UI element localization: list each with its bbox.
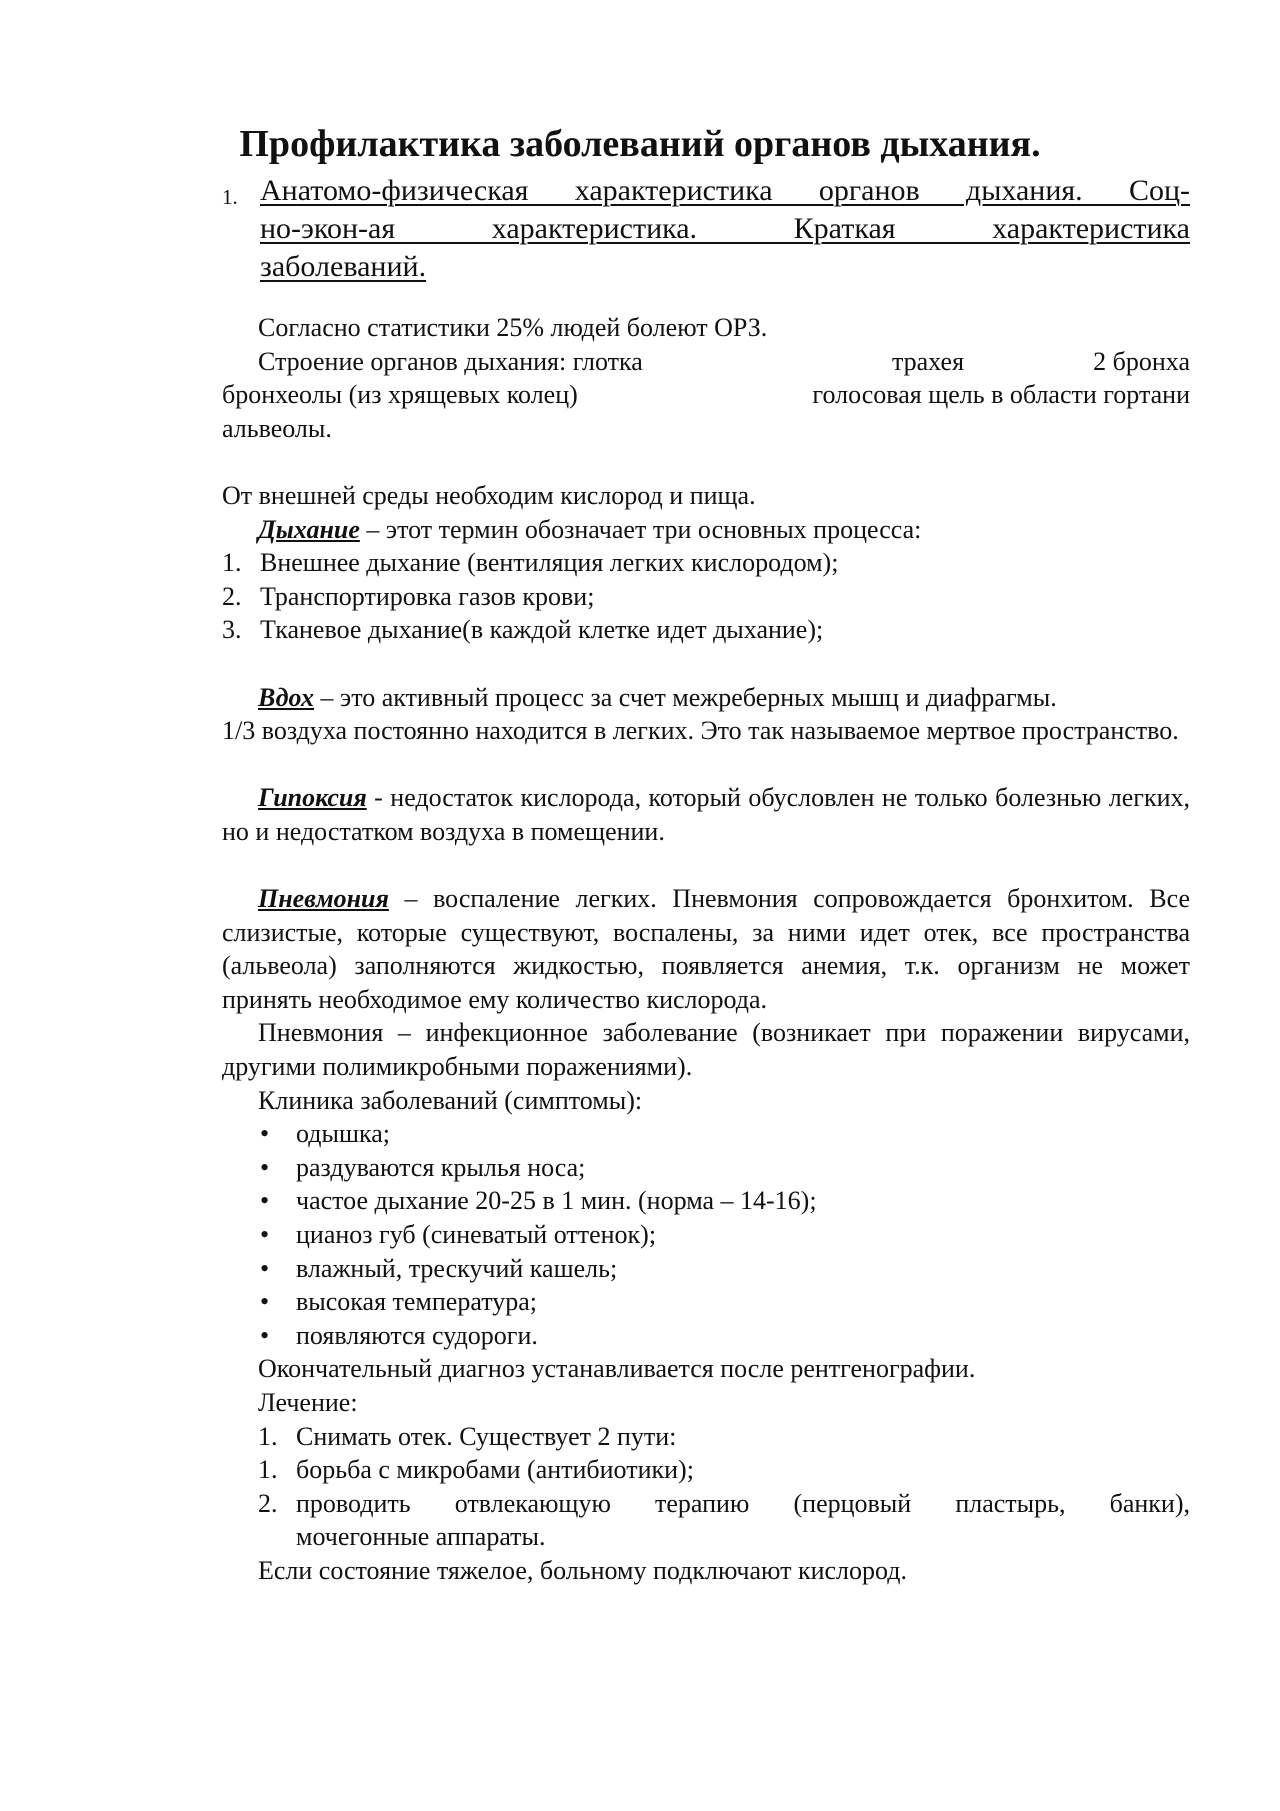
- structure-part: голосовая щель в области гортани: [812, 380, 1190, 410]
- hypoxia-definition: [222, 781, 1190, 848]
- list-item: [222, 1285, 1190, 1319]
- bullet-icon: •: [260, 1152, 270, 1182]
- inhale-definition: [222, 681, 1190, 715]
- list-number: 2.: [222, 581, 242, 611]
- breathing-definition-text: – этот термин обозначает три основных процесса:: [359, 514, 922, 544]
- list-item: [222, 1252, 1190, 1286]
- list-item: [222, 1151, 1190, 1185]
- structure-part: Строение органов дыхания: глотка: [258, 346, 643, 376]
- list-item-text: раздуваются крылья носа;: [296, 1152, 586, 1182]
- list-item: [222, 1487, 1190, 1554]
- page-title: Профилактика заболеваний органов дыхания.: [239, 123, 1041, 165]
- section-heading-line: но-экон-ая характеристика. Краткая характеристика: [260, 212, 1190, 245]
- bullet-icon: •: [260, 1220, 270, 1250]
- list-number: 1.: [258, 1455, 278, 1485]
- bullet-icon: •: [260, 1119, 270, 1149]
- structure-paragraph: [222, 345, 1190, 446]
- structure-part: 2 бронха: [1093, 346, 1190, 376]
- treatment-label: Лечение:: [258, 1388, 358, 1417]
- symptoms-list: [222, 1117, 1190, 1352]
- diagnosis-paragraph: Окончательный диагноз устанавливается после рентгенографии.: [258, 1354, 976, 1384]
- document-body: [222, 311, 1190, 1588]
- structure-line: [222, 345, 1190, 379]
- symptoms-label: Клиника заболеваний (симптомы):: [258, 1085, 643, 1115]
- list-number: 3.: [222, 615, 242, 645]
- pneumonia-infection-paragraph: Пневмония – инфекционное заболевание (возникает при поражении вирусами, другими полимикробными поражениями).: [222, 1018, 1190, 1082]
- list-item: [222, 546, 1190, 580]
- list-item: [222, 1420, 1190, 1454]
- section-heading: [260, 172, 1190, 286]
- term-inhale: Вдох: [258, 682, 315, 712]
- list-item-text: высокая температура;: [296, 1287, 537, 1317]
- bullet-icon: •: [260, 1186, 270, 1216]
- list-item: [222, 1218, 1190, 1252]
- structure-line: альвеолы.: [222, 413, 332, 443]
- breathing-definition: [222, 513, 1190, 547]
- list-item-text: появляются судороги.: [296, 1320, 538, 1350]
- statistics-paragraph: Согласно статистики 25% людей болеют ОРЗ.: [258, 313, 768, 342]
- structure-part: бронхеолы (из хрящевых колец): [222, 380, 578, 410]
- section-heading-line: Анатомо-физическая характеристика органов дыхания. Соц-: [260, 174, 1190, 207]
- dead-space-paragraph: 1/3 воздуха постоянно находится в легких. Это так называемое мертвое пространство.: [222, 716, 1179, 746]
- list-item: [222, 580, 1190, 614]
- section-number: 1.: [222, 185, 238, 209]
- section-heading-line: заболеваний.: [260, 250, 427, 283]
- structure-part: трахея: [891, 346, 965, 376]
- term-pneumonia: Пневмония: [258, 884, 389, 914]
- inhale-definition-text: – это активный процесс за счет межреберных мышц и диафрагмы.: [314, 682, 1057, 712]
- pneumonia-definition-text: – воспаление легких. Пневмония сопровождается бронхитом. Все слизистые, которые существуют, воспалены, за ними идет отек, все пространства (альвеола) заполняются жидкостью, появляется анемия, т.к. организм не может принять необходимое ему количество кислорода.: [222, 884, 1190, 1014]
- list-item-text: Транспортировка газов крови;: [260, 581, 595, 611]
- bullet-icon: •: [260, 1253, 270, 1283]
- list-item-text: Снимать отек. Существует 2 пути:: [296, 1421, 677, 1451]
- list-item-text: Внешнее дыхание (вентиляция легких кислородом);: [260, 548, 839, 578]
- term-breathing: Дыхание: [258, 514, 360, 544]
- list-item-text: влажный, трескучий кашель;: [296, 1253, 618, 1283]
- list-item-text: одышка;: [296, 1119, 390, 1149]
- list-item-text: Тканевое дыхание(в каждой клетке идет дыхание);: [260, 615, 824, 645]
- list-item-text: частое дыхание 20-25 в 1 мин. (норма – 14-16);: [296, 1186, 817, 1216]
- structure-line: [222, 378, 1190, 412]
- list-item: [222, 1453, 1190, 1487]
- term-hypoxia: Гипоксия: [258, 783, 367, 813]
- bullet-icon: •: [260, 1320, 270, 1350]
- hypoxia-definition-text: - недостаток кислорода, который обусловлен не только болезнью легких, но и недостатком воздуха в помещении.: [222, 783, 1190, 846]
- oxygen-support-paragraph: Если состояние тяжелое, больному подключают кислород.: [258, 1555, 907, 1585]
- treatment-list: [222, 1420, 1190, 1554]
- list-item-text: борьба с микробами (антибиотики);: [296, 1455, 694, 1485]
- oxygen-intro: От внешней среды необходим кислород и пища.: [222, 480, 756, 510]
- breathing-process-list: [222, 546, 1190, 647]
- list-item: [222, 1319, 1190, 1353]
- pneumonia-definition: [222, 882, 1190, 1016]
- list-item-text: проводить отвлекающую терапию (перцовый пластырь, банки),: [296, 1488, 1190, 1518]
- list-item: [222, 613, 1190, 647]
- list-item: [222, 1184, 1190, 1218]
- list-number: 2.: [258, 1488, 278, 1518]
- list-item-text: цианоз губ (синеватый оттенок);: [296, 1220, 657, 1250]
- list-item-text: мочегонные аппараты.: [296, 1522, 546, 1552]
- list-number: 1.: [258, 1421, 278, 1451]
- bullet-icon: •: [260, 1287, 270, 1317]
- list-number: 1.: [222, 548, 242, 578]
- list-item: [222, 1117, 1190, 1151]
